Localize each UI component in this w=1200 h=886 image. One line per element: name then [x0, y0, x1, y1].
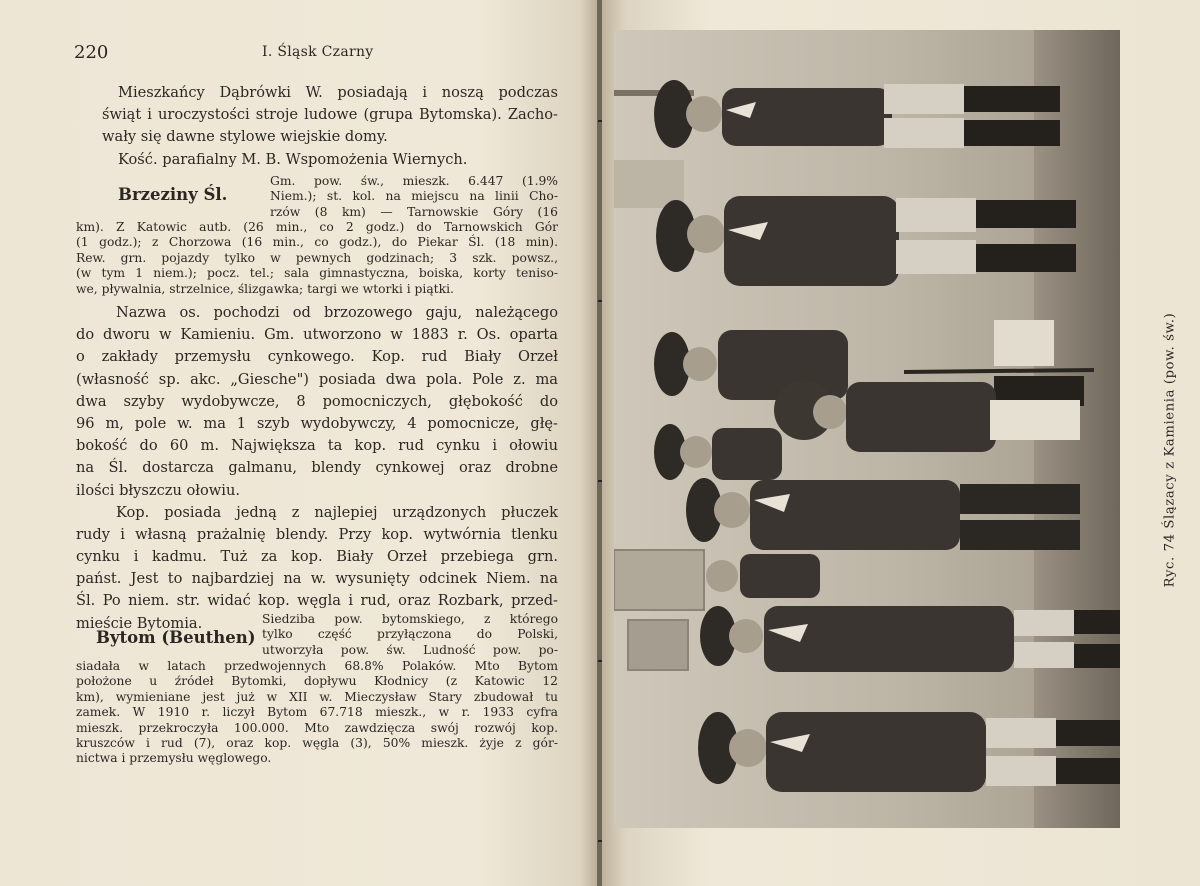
costume-photograph [614, 30, 1120, 828]
figure-caption: Ryc. 74 Ślązacy z Kamienia (pow. św.) [1162, 312, 1178, 588]
entry-heading-brzeziny: Brzeziny Śl. [118, 185, 228, 204]
bytom-info-block [76, 659, 558, 767]
text-line: zamek. W 1910 r. liczył Bytom 67.718 mieszk., w r. 1933 cyfra [76, 705, 558, 720]
text-line: świąt i uroczystości stroje ludowe (grupa Bytomska). Zacho- [102, 106, 558, 124]
text-line: mieście Bytomia. [76, 614, 203, 632]
text-line: Kop. posiada jedną z najlepiej urządzonych płuczek [116, 503, 558, 521]
text-line: (1 godz.); z Chorzowa (16 min., co godz.), do Piekar Śl. (18 min). [76, 235, 558, 250]
text-line: nictwa i przemysłu węglowego. [76, 751, 272, 766]
text-line: (własność sp. akc. „Giesche") posiada dwa pola. Pole z. ma [76, 370, 558, 388]
entry-heading-bytom: Bytom (Beuthen) [96, 628, 256, 647]
text-line: Kość. parafialny M. B. Wspomożenia Wiernych. [118, 150, 468, 168]
bytom-side-block [262, 612, 558, 658]
text-line: utworzyła pow. św. Ludność pow. po- [262, 642, 558, 657]
text-line: 96 m, pole w. ma 1 szyb wydobywczy, 4 pomocnicze, głę- [76, 414, 558, 432]
photo-illustration [614, 30, 1120, 828]
text-line: Śl. Po niem. str. widać kop. węgla i rud, oraz Rozbark, przed- [76, 592, 558, 610]
text-line: dwa szyby wydobywcze, 8 pomocniczych, głębokość do [76, 392, 558, 410]
text-line: (w tym 1 niem.); pocz. tel.; sala gimnastyczna, boiska, korty teniso- [76, 266, 558, 281]
text-line: mieszk. przekroczyła 100.000. Mto zawdzięcza swój rozwój kop. [76, 720, 558, 735]
brzeziny-side-block [270, 174, 558, 220]
text-line: o zakłady przemysłu cynkowego. Kop. rud Biały Orzeł [76, 348, 558, 366]
page-number: 220 [74, 42, 109, 63]
text-line: położone u źródeł Bytomki, dopływu Kłodnicy (z Katowic 12 [76, 674, 558, 689]
text-line: km). Z Katowic autb. (26 min., co 2 godz.) do Tarnowskich Gór [76, 220, 558, 234]
text-line: tylko część przyłączona do Polski, [262, 627, 558, 642]
text-line: kruszców i rud (7), oraz kop. węgla (3), 50% mieszk. żyje z gór- [76, 735, 558, 750]
text-line: km), wymieniane jest już w XII w. Mieczysław Stary zbudował tu [76, 689, 558, 704]
text-line: Niem.); st. kol. na miejscu na linii Cho- [270, 189, 558, 204]
text-line: do dworu w Kamieniu. Gm. utworzono w 1883 r. Os. oparta [76, 326, 558, 344]
text-line: Mieszkańcy Dąbrówki W. posiadają i noszą podczas [118, 84, 558, 101]
text-line: we, pływalnia, strzelnice, ślizgawka; targi we wtorki i piątki. [76, 281, 454, 296]
text-line: wały się dawne stylowe wiejskie domy. [102, 128, 388, 146]
text-line: Nazwa os. pochodzi od brzozowego gaju, należącego [116, 304, 558, 321]
text-line: państ. Jest to najbardziej na w. wysunięty odcinek Niem. na [76, 570, 558, 588]
brzeziny-info-block [76, 220, 558, 297]
left-page [0, 0, 598, 886]
text-line: Gm. pow. św., mieszk. 6.447 (1.9% [270, 174, 558, 188]
text-line: siadała w latach przedwojennych 68.8% Polaków. Mto Bytom [76, 659, 558, 673]
text-line: bokość do 60 m. Największa ta kop. rud cynku i ołowiu [76, 437, 558, 455]
text-line: ilości błyszczu ołowiu. [76, 481, 240, 499]
text-line: cynku i kadmu. Tuż za kop. Biały Orzeł przebiega grn. [76, 548, 558, 566]
brzeziny-body [76, 302, 558, 635]
running-head: I. Śląsk Czarny [262, 44, 374, 60]
text-line: Rew. grn. pojazdy tylko w pewnych godzinach; 3 szk. powsz., [76, 250, 558, 265]
text-line: Siedziba pow. bytomskiego, z którego [262, 612, 558, 626]
text-line: na Śl. dostarcza galmanu, blendy cynkowej oraz drobne [76, 459, 558, 477]
text-line: rzów (8 km) — Tarnowskie Góry (16 [270, 204, 558, 219]
intro-paragraph [102, 82, 558, 171]
text-line: rudy i własną prażalnię blendy. Przy kop. wytwórnia tlenku [76, 525, 558, 543]
